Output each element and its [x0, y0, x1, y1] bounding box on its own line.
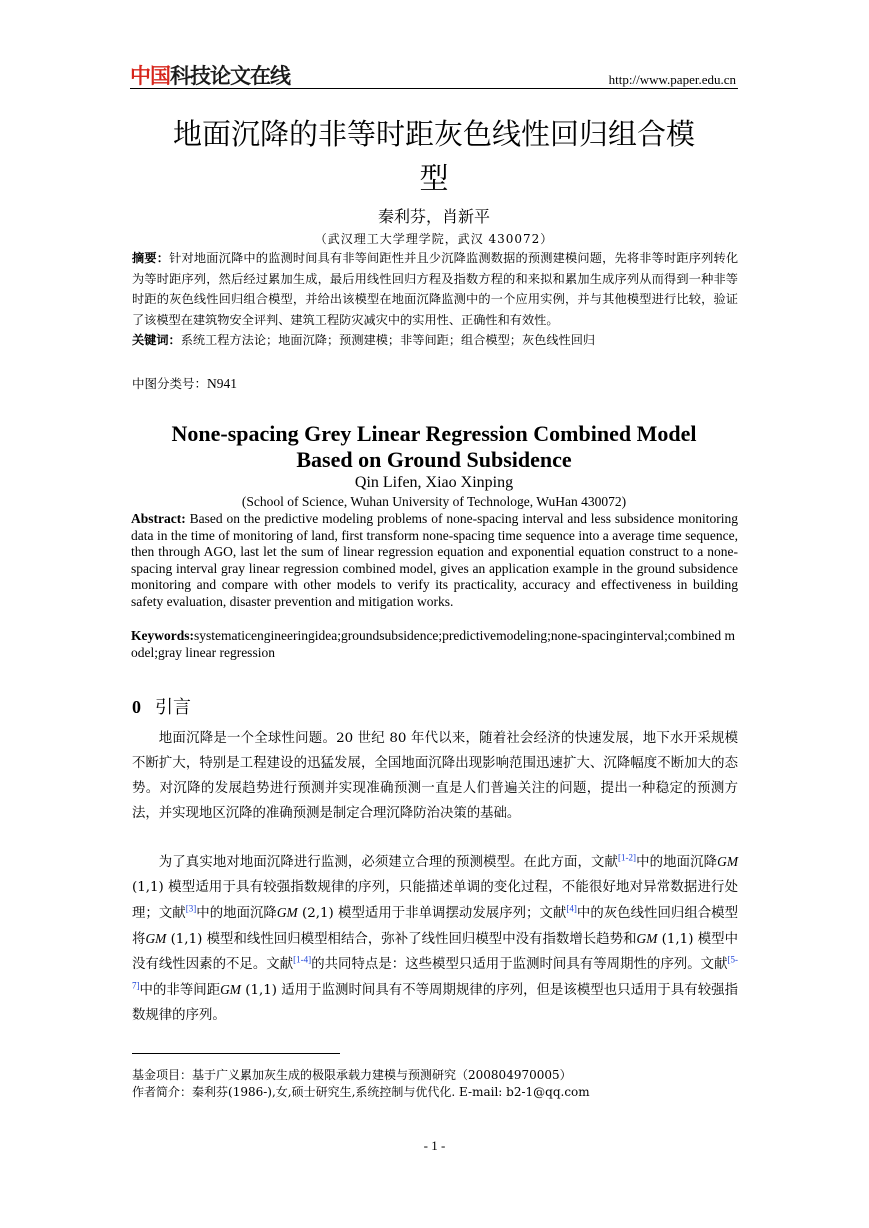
para1-text: 地面沉降是一个全球性问题。20 世纪 80 年代以来，随着社会经济的快速发展，地下水开采规模不断扩大，特别是工程建设的迅猛发展，全国地面沉降出现影响范围迅速扩大、沉降幅度不断加大的态势。对沉降的发展趋势进行预测并实现准确预测一直是人们普遍关注的问题，提出一种稳定的预测方法，并实现地区沉降的准确预测是制定合理沉降防治决策的基础。 — [132, 731, 738, 821]
abstract-cn-label: 摘要： — [132, 251, 170, 265]
citation-link[interactable]: [1-4] — [293, 954, 312, 965]
citation-link[interactable]: [1-2] — [618, 852, 637, 863]
authors-en: Qin Lifen, Xiao Xinping — [354, 474, 514, 491]
para2-text-4: 中的地面沉降 — [196, 906, 277, 921]
affiliation-en: (School of Science, Wuhan University of Technologe, WuHan 430072) — [241, 494, 627, 509]
abstract-block-cn — [132, 248, 738, 351]
footnote-funding-text: 基于广义累加灰生成的极限承载力建模与预测研究（200804970005） — [192, 1068, 572, 1082]
abstract-cn — [132, 248, 738, 330]
para2-text-2: 中的地面沉降 — [636, 855, 718, 870]
classification-label: 中图分类号： — [132, 376, 208, 391]
abstract-en-text: Based on the predictive modeling problems of none-spacing interval and less subsidence monitoring data in the time of monitoring of land, first transform none-spacing time sequence into a average time sequence, then through AGO, last let the sum of linear regression equation and exponential equation construct to a none-spacing interval gray linear regression combined model, gives an application example in the ground subsidence monitoring and compare with other models to verify its practicality, accuracy and effectiveness in building safety evaluation, disaster prevention and mitigation works. — [131, 511, 739, 609]
keywords-cn-label: 关键词： — [132, 333, 181, 347]
intro-paragraph-1 — [132, 726, 738, 826]
intro-paragraph-2 — [132, 849, 738, 1028]
math-gm: GM — [717, 854, 738, 869]
para2-text-1: 为了真实地对地面沉降进行监测，必须建立合理的预测模型。在此方面，文献 — [158, 855, 619, 870]
para2-text-9: 的共同特点是：这些模型只适用于监测时间具有等周期性的序列。文献 — [311, 957, 728, 972]
para2-text-10: 中的非等间距 — [139, 983, 221, 998]
classification — [132, 374, 237, 392]
para2-text-3: (1,1) 模型适用于具有较强指数规律的序列，只能描述单调的变化过程，不能很好地对异常数据进行处理；文献 — [132, 880, 738, 921]
citation-link[interactable]: [4] — [566, 903, 577, 914]
para2-text-7: (1,1) 模型和线性回归模型相结合，弥补了线性回归模型中没有指数增长趋势和 — [166, 932, 637, 947]
logo-red-text: 中国 — [130, 64, 170, 88]
classification-value: N941 — [207, 376, 238, 391]
abstract-en — [131, 511, 738, 610]
title-cn-line2: 型 — [419, 161, 449, 195]
math-gm: GM — [276, 905, 298, 920]
para2-text-11: (1,1) 适用于监测时间具有不等周期规律的序列，但是该模型也只适用于具有较强指数规律的序列。 — [132, 983, 738, 1023]
paper-title-en — [130, 421, 738, 473]
title-en-line1: None-spacing Grey Linear Regression Combined Model — [171, 421, 697, 446]
paper-title-cn — [130, 112, 738, 200]
abstract-en-label: Abstract: — [131, 511, 186, 526]
footnote-funding — [132, 1066, 738, 1083]
para2-text-5: (2,1) 模型适用于非单调摆动发展序列；文献 — [297, 906, 567, 921]
section-title: 引言 — [155, 697, 191, 718]
authors-cn: 秦利芬，肖新平 — [377, 207, 490, 226]
affiliation-cn: （武汉理工大学理学院，武汉 430072） — [314, 232, 554, 246]
title-en-line2: Based on Ground Subsidence — [296, 447, 572, 472]
site-logo — [130, 60, 290, 90]
keywords-en — [131, 627, 738, 661]
section-number: 0 — [132, 697, 141, 717]
math-gm: GM — [145, 931, 167, 946]
footnote-author-label: 作者简介： — [132, 1085, 193, 1099]
footnote-rule — [132, 1053, 340, 1054]
page-number: - 1 - — [423, 1138, 446, 1153]
para2-text-6: 中的灰色线性回归组合模型将 — [132, 906, 739, 947]
para2-text-8: (1,1) 模型中没有线性因素的不足。文献 — [132, 932, 738, 972]
logo-black-text: 科技论文在线 — [170, 64, 290, 88]
citation-link[interactable]: [5-7] — [132, 954, 739, 991]
keywords-cn-text: 系统工程方法论；地面沉降；预测建模；非等间距；组合模型；灰色线性回归 — [180, 333, 596, 347]
math-gm: GM — [636, 931, 658, 946]
keywords-cn — [132, 330, 738, 351]
site-url[interactable]: http://www.paper.edu.cn — [608, 72, 736, 87]
para2-text — [132, 849, 738, 1028]
header-rule — [130, 88, 738, 89]
title-cn-line1: 地面沉降的非等时距灰色线性回归组合模 — [172, 117, 695, 151]
abstract-cn-text: 针对地面沉降中的监测时间具有非等间距性并且少沉降监测数据的预测建模问题，先将非等时距序列转化为等时距序列，然后经过累加生成，最后用线性回归方程及指数方程的和来拟和累加生成序列从而得到一种非等时距的灰色线性回归组合模型，并给出该模型在地面沉降监测中的一个应用实例，并与其他模型进行比较，验证了该模型在建筑物安全评判、建筑工程防灾减灾中的实用性、正确性和有效性。 — [132, 251, 739, 327]
footnote-author — [132, 1083, 738, 1100]
footnote-funding-label: 基金项目： — [132, 1068, 193, 1082]
keywords-en-label: Keywords: — [131, 628, 194, 643]
section-heading — [132, 693, 191, 719]
footnote-author-text: 秦利芬(1986-),女,硕士研究生,系统控制与优代化. E-mail: b2-1@qq.com — [192, 1085, 590, 1099]
citation-link[interactable]: [3] — [185, 903, 197, 914]
keywords-en-text: systematicengineeringidea;groundsubsidence;predictivemodeling;none-spacinginterval;combined model;gray linear regression — [131, 628, 735, 660]
math-gm: GM — [220, 982, 241, 997]
